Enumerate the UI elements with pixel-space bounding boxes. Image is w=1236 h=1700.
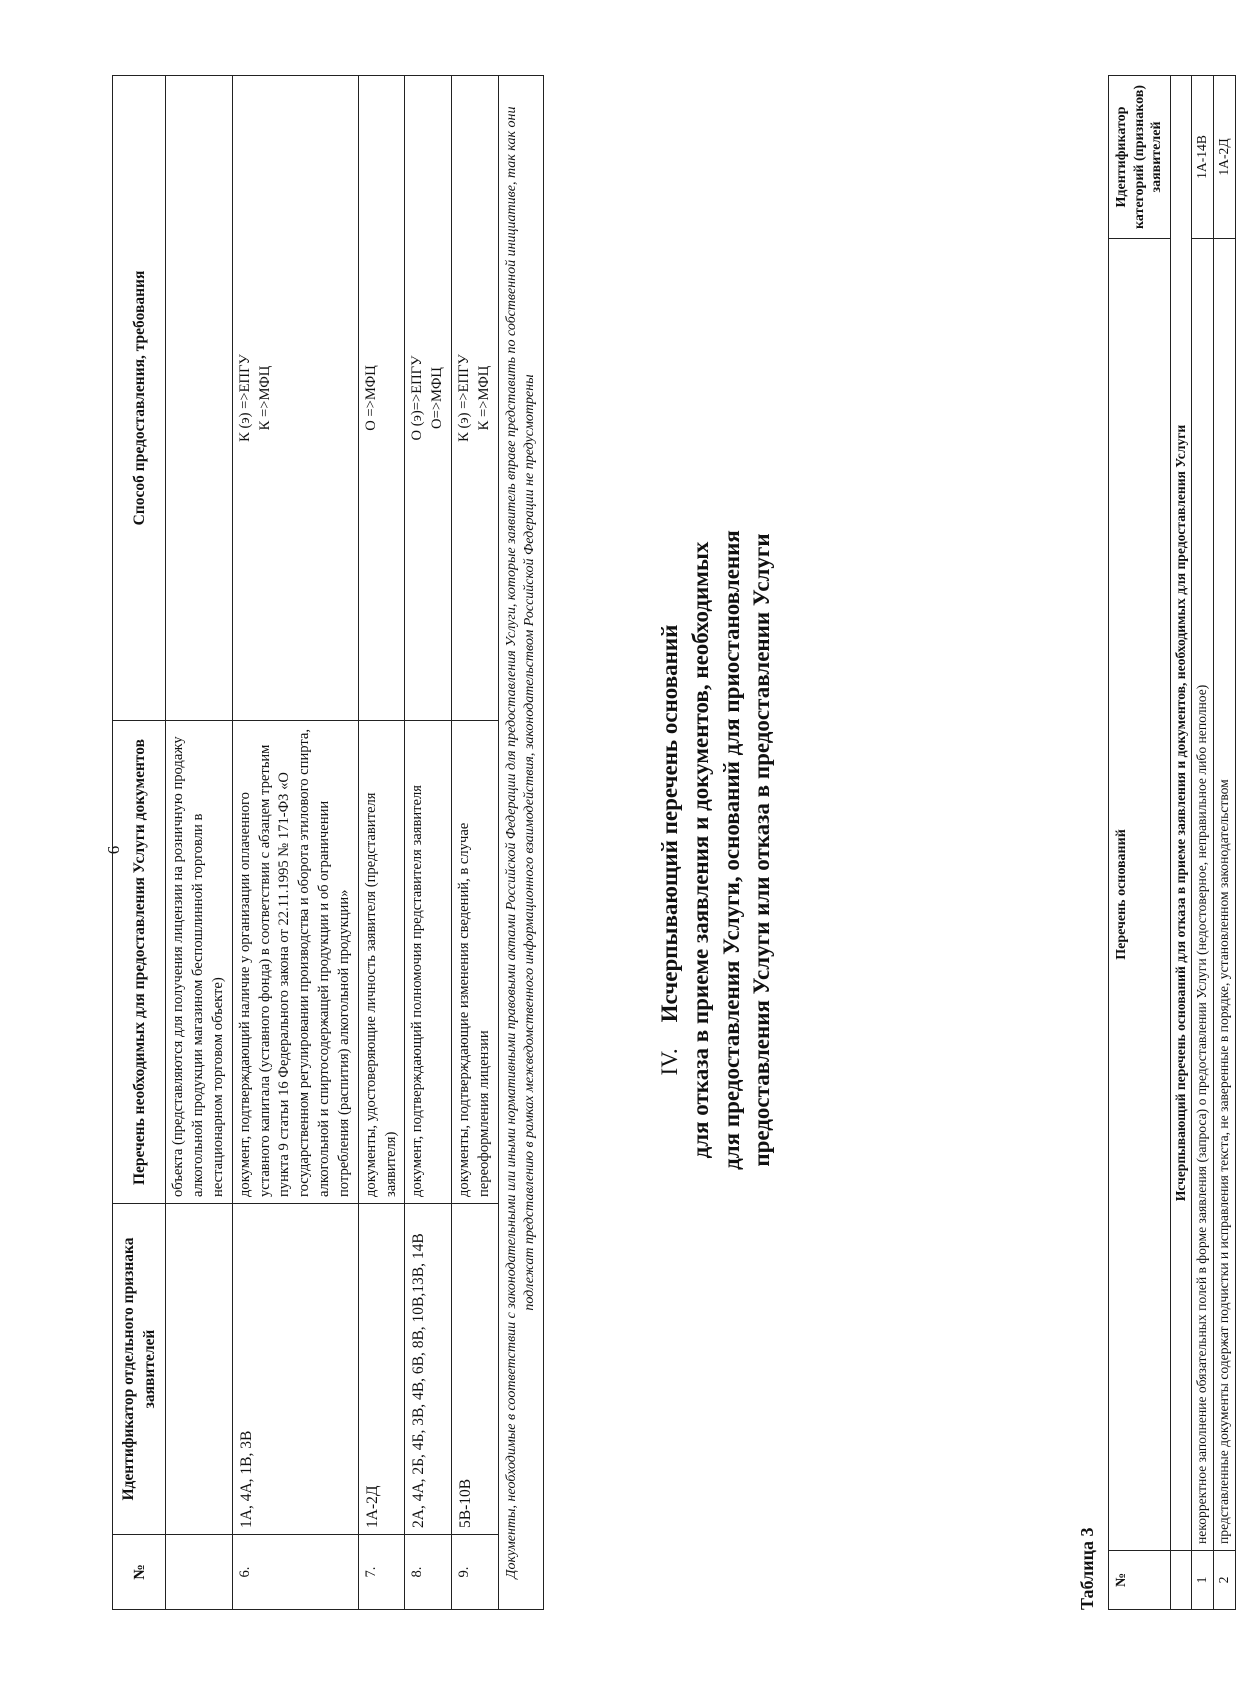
method-line: К =>МФЦ: [256, 365, 273, 431]
table-note-row: [498, 76, 543, 1610]
cell-identifier: 1А-2Д: [358, 1204, 405, 1535]
cell-docs: объекта (представляются для получения лицензии на розничную продажу алкогольной продукции магазином беспошлинной торговли в нестационарном торговом объекте): [166, 721, 233, 1204]
method-line: О (э)=>ЕПГУ: [409, 355, 426, 441]
cell-num: 1: [1192, 1551, 1214, 1610]
table-note: Документы, необходимые в соответствии с законодательными или иными нормативными правовыми актами Российской Федерации для предоставления Услуги, которые заявитель вправе представить по собственной инициативе, так как они подлежат представлению в рамках межведомственного информационного взаимодействия, законодательством Российской Федерации не предусмотрены: [498, 76, 543, 1610]
cell-reason: некорректное заполнение обязательных полей в форме заявления (запроса) о предоставлении Услуги (недостоверное, неправильное либо неполное): [1192, 239, 1214, 1551]
method-line: О=>МФЦ: [429, 367, 446, 429]
cell-num: 2: [1214, 1551, 1236, 1610]
cell-identifier: 2А, 4А, 2Б, 4Б, 3В, 4В, 6В, 8В, 10В,13В, 14В: [405, 1204, 452, 1535]
reasons-table-header: [1109, 76, 1171, 1610]
table-row: [232, 76, 358, 1610]
section-heading: [655, 0, 778, 1700]
cell-identifier: 1А, 4А, 1В, 3В: [232, 1204, 358, 1535]
cell-num: 8.: [405, 1535, 452, 1610]
header-docs: Перечень необходимых для предоставления Услуги документов: [113, 721, 166, 1204]
cell-method: [452, 76, 499, 721]
cell-num: 9.: [452, 1535, 499, 1610]
cell-num: 6.: [232, 1535, 358, 1610]
cell-method: [358, 76, 405, 721]
cell-reason: представленные документы содержат подчистки и исправления текста, не заверенные в порядке, установленном законодательством: [1214, 239, 1236, 1551]
cell-docs: документы, подтверждающие изменения сведений, в случае переоформления лицензии: [452, 721, 499, 1204]
table-caption: Таблица 3: [1077, 1527, 1097, 1610]
section-roman-numeral: IV.: [657, 1048, 682, 1076]
cell-docs: документ, подтверждающий полномочия представителя заявителя: [405, 721, 452, 1204]
cell-identifier: 1А-14В: [1192, 76, 1214, 239]
table-row: [166, 76, 233, 1610]
table-row: [405, 76, 452, 1610]
header-method: Способ предоставления, требования: [113, 76, 166, 721]
reasons-subheader: Исчерпывающий перечень оснований для отказа в приеме заявления и документов, необходимых для предоставления Услуги: [1170, 76, 1192, 1551]
cell-docs: документы, удостоверяющие личность заявителя (представителя заявителя): [358, 721, 405, 1204]
method-line: К =>МФЦ: [475, 365, 492, 431]
method-line: О =>МФЦ: [362, 365, 379, 431]
reasons-subheader-row: [1170, 76, 1192, 1610]
header-num: №: [113, 1535, 166, 1610]
cell-num: 7.: [358, 1535, 405, 1610]
cell-identifier: 1А-2Д: [1214, 76, 1236, 239]
cell-num: [166, 1535, 233, 1610]
cell-identifier: 5В-10В: [452, 1204, 499, 1535]
header-identifier: Идентификатор категорий (признаков) заявителей: [1109, 76, 1171, 239]
table-row: [1192, 76, 1214, 1610]
table-row: [358, 76, 405, 1610]
cell-num: [1170, 1551, 1192, 1610]
section-title: Исчерпывающий перечень оснований: [657, 624, 682, 1023]
cell-method: [232, 76, 358, 721]
section-heading-line: для предоставления Услуги, оснований для приостановления: [718, 530, 744, 1170]
section-heading-line: [655, 0, 686, 1700]
method-line: К (э) =>ЕПГУ: [236, 354, 253, 442]
table-row: [1214, 76, 1236, 1610]
header-identifier: Идентификатор отдельного признака заявителей: [113, 1204, 166, 1535]
section-heading-line: для отказа в приеме заявления и документов, необходимых: [687, 541, 713, 1159]
reasons-table: [1108, 75, 1236, 1610]
documents-table-header: [113, 76, 166, 1610]
documents-table: [112, 75, 544, 1610]
section-heading-line: предоставления Услуги или отказа в предоставлении Услуги: [749, 533, 775, 1167]
cell-method: [405, 76, 452, 721]
cell-docs: документ, подтверждающий наличие у организации оплаченного уставного капитала (уставного фонда) в соответствии с абзацем третьим пункта 9 статьи 16 Федерального закона от 22.11.1995 № 171-ФЗ «О государственном регулировании производства и оборота этилового спирта, алкогольной и спиртосодержащей продукции и об ограничении потребления (распития) алкогольной продукции»: [232, 721, 358, 1204]
page-number: 6: [104, 845, 123, 855]
cell-identifier: [166, 1204, 233, 1535]
cell-method: [166, 76, 233, 721]
table-row: [452, 76, 499, 1610]
header-reasons: Перечень оснований: [1109, 239, 1171, 1551]
method-line: К (э) =>ЕПГУ: [456, 354, 473, 442]
header-num: №: [1109, 1551, 1171, 1610]
